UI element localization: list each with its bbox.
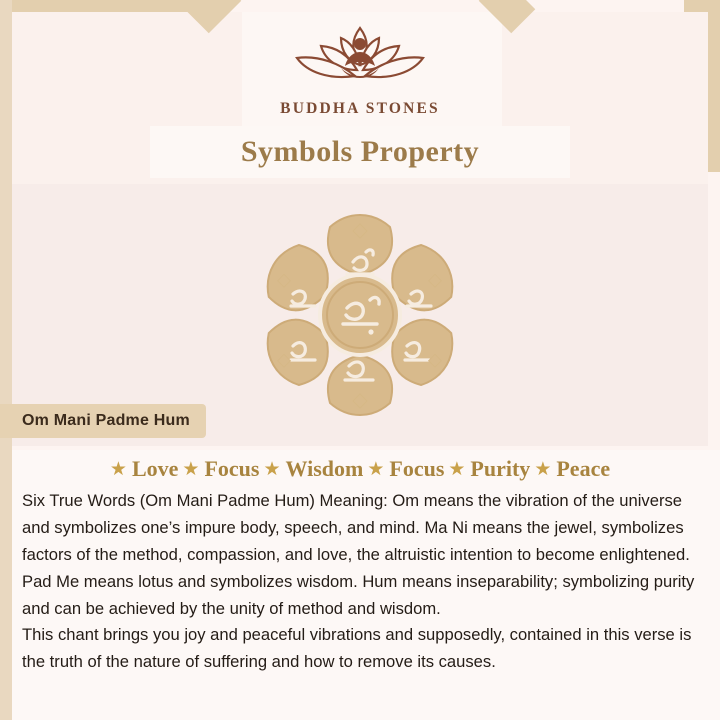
frame-band-top-left [0, 0, 212, 12]
keyword-item [367, 456, 444, 482]
keyword-item [263, 456, 363, 482]
keyword-label: Love [131, 456, 179, 481]
keyword-label: Focus [204, 456, 260, 481]
keyword-list [12, 456, 708, 482]
keyword-item [448, 456, 530, 482]
keyword-label: Focus [389, 456, 445, 481]
keyword-label: Peace [556, 456, 611, 481]
star-icon: ★ [182, 458, 200, 480]
keyword-item [182, 456, 259, 482]
mantra-ribbon-text: Om Mani Padme Hum [22, 412, 190, 429]
keyword-label: Purity [470, 456, 531, 481]
description-paragraph-2: This chant brings you joy and peaceful vibrations and supposedly, contained in this verse is the truth of the nature of suffering and how to remove its causes. [22, 625, 692, 672]
brand-logo [0, 22, 720, 122]
description-text [22, 488, 702, 676]
star-icon: ★ [448, 458, 466, 480]
keyword-label: Wisdom [285, 456, 364, 481]
keyword-item [534, 456, 610, 482]
star-icon: ★ [367, 458, 385, 480]
brand-name: BUDDHA STONES [280, 100, 440, 117]
star-icon: ★ [534, 458, 552, 480]
star-icon: ★ [263, 458, 281, 480]
star-icon: ★ [109, 458, 127, 480]
keyword-item [110, 456, 179, 482]
om-mani-padme-hum-lotus-mandala-icon [235, 190, 485, 445]
description-paragraph-1: Six True Words (Om Mani Padme Hum) Meaning: Om means the vibration of the universe and symbolizes one’s impure body, speech, and mind. Ma Ni means the jewel, symbolizes factors of the method, compassion, and love, the altruistic intention to become enlightened. Pad Me means lotus and symbolizes wisdom. Hum means inseparability; symbolizing purity and can be achieved by the unity of method and wisdom. [22, 491, 695, 618]
mantra-ribbon-label [0, 404, 206, 438]
lotus-meditation-figure-icon [285, 22, 435, 96]
page-title [150, 126, 570, 178]
page-title-text: Symbols Property [240, 135, 480, 168]
